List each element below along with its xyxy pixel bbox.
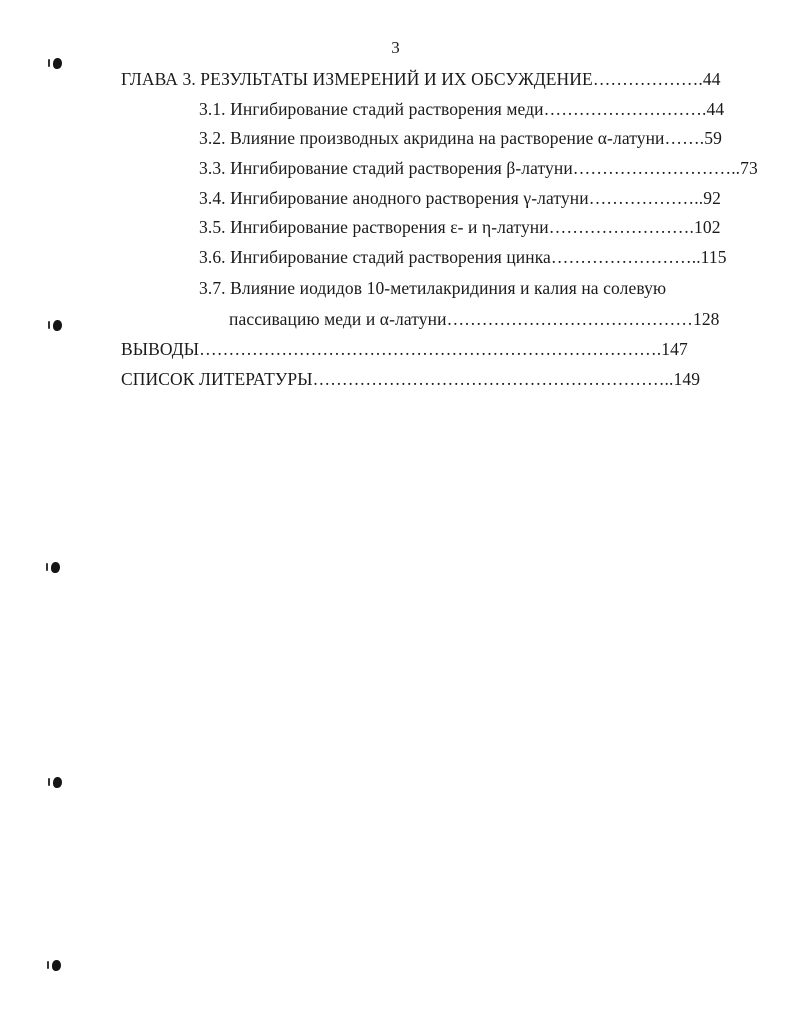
toc-page: 92 (703, 188, 721, 208)
toc-page: 73 (740, 158, 758, 178)
toc-page: 102 (694, 217, 721, 237)
toc-title: 3.6. Ингибирование стадий растворения цинка (199, 247, 551, 267)
toc-leader: ……. (664, 128, 705, 148)
toc-title: 3.2. Влияние производных акридина на растворение α-латуни (199, 128, 665, 148)
toc-page: 149 (673, 369, 701, 389)
binder-hole-icon (53, 58, 62, 69)
toc-section-3-2 (199, 127, 722, 149)
toc-title: СПИСОК ЛИТЕРАТУРЫ (121, 369, 313, 389)
toc-title: пассивацию меди и α-латуни (229, 309, 447, 329)
toc-chapter-3 (121, 68, 721, 90)
toc-page: 128 (692, 309, 720, 329)
toc-references (121, 368, 700, 390)
toc-leader: …………………….. (550, 247, 701, 267)
toc-section-3-1 (199, 98, 724, 120)
toc-leader: …………………………………………………….. (312, 369, 674, 389)
toc-section-3-7-cont (229, 308, 720, 330)
toc-section-3-6 (199, 246, 727, 268)
toc-page: 44 (706, 99, 725, 119)
toc-leader: ……………………. (548, 217, 695, 237)
toc-section-3-7 (199, 277, 666, 299)
toc-leader: ………………. (592, 69, 703, 89)
binder-hole-icon (53, 320, 62, 331)
toc-title: 3.1. Ингибирование стадий растворения меди (199, 99, 544, 119)
toc-title: 3.7. Влияние иодидов 10-метилакридиния и калия на солевую (199, 278, 667, 298)
toc-leader: ……………………………………………………………………. (199, 339, 662, 359)
toc-leader: ………………………. (543, 99, 707, 119)
toc-page: 115 (700, 247, 727, 267)
toc-section-3-3 (199, 157, 758, 179)
binder-hole-icon (52, 960, 61, 971)
binder-hole-icon (53, 777, 62, 788)
toc-title: 3.4. Ингибирование анодного растворения γ-латуни (199, 188, 589, 208)
toc-conclusions (121, 338, 688, 360)
toc-section-3-4 (199, 187, 721, 209)
toc-section-3-5 (199, 216, 721, 238)
toc-title: ВЫВОДЫ (121, 339, 200, 359)
toc-leader: ……………….. (588, 188, 704, 208)
toc-title: 3.5. Ингибирование растворения ε- и η-латуни (199, 217, 549, 237)
toc-title: ГЛАВА 3. РЕЗУЛЬТАТЫ ИЗМЕРЕНИЙ И ИХ ОБСУЖДЕНИЕ (121, 69, 593, 89)
toc-title: 3.3. Ингибирование стадий растворения β-латуни (199, 158, 573, 178)
toc-leader: …………………………………… (446, 309, 693, 329)
toc-page: 44 (702, 69, 721, 89)
toc-page: 59 (704, 128, 722, 148)
binder-hole-icon (51, 562, 60, 573)
toc-page: 147 (661, 339, 688, 359)
page-number: 3 (391, 38, 400, 57)
toc-leader: ……………………….. (572, 158, 741, 178)
